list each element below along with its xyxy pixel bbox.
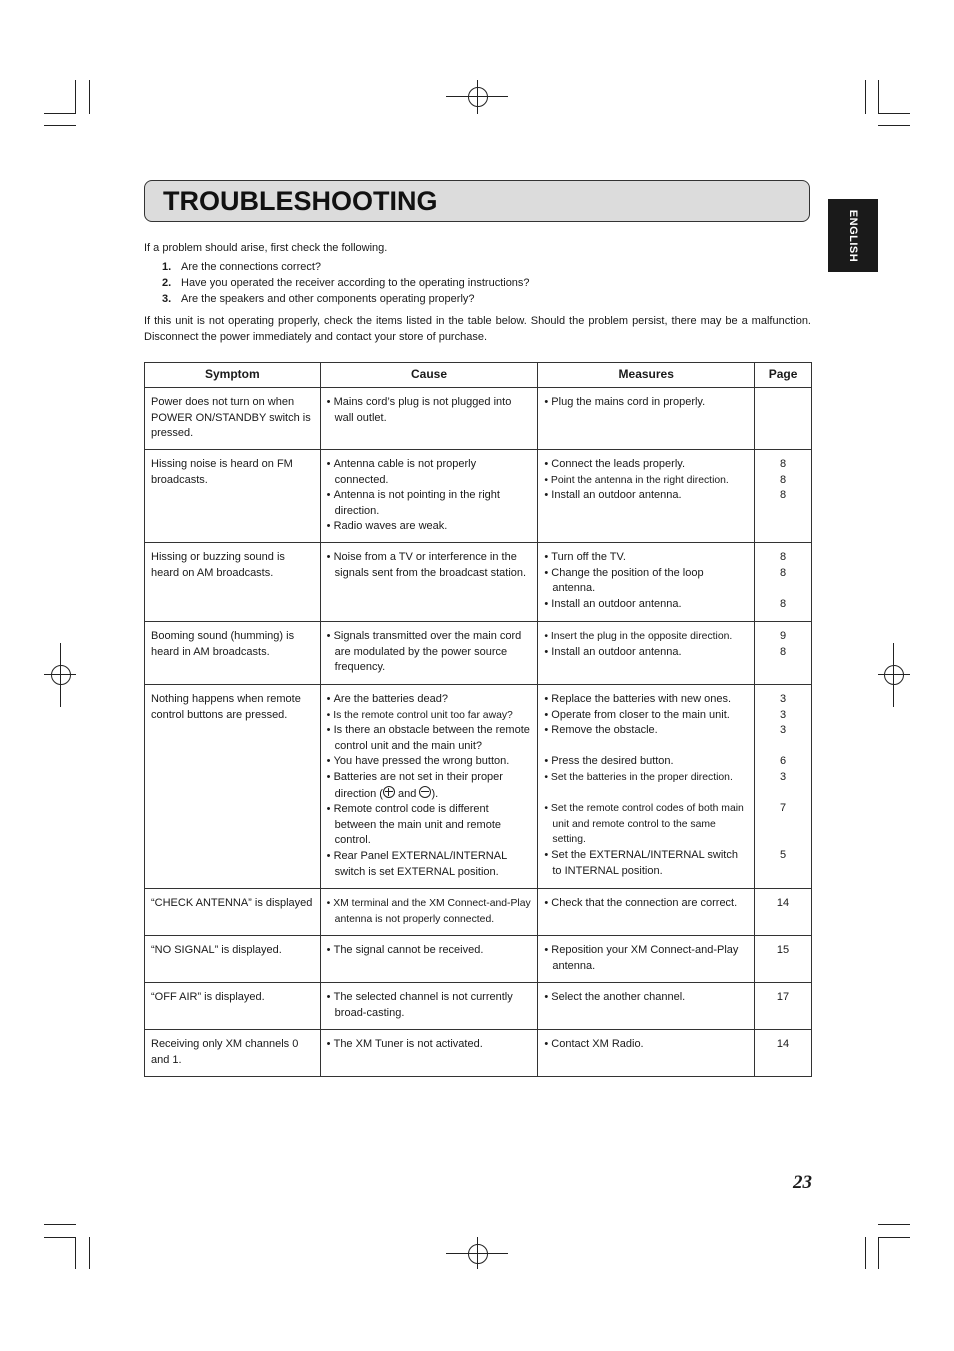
polarity-middle: and xyxy=(394,787,420,800)
page-ref: 14 xyxy=(776,897,790,909)
table-row xyxy=(145,622,812,685)
table-row xyxy=(145,983,812,1030)
intro-lead: If a problem should arise, first check the following. xyxy=(144,242,388,254)
measure-item: • Contact XM Radio. xyxy=(544,1037,748,1053)
check-number: 2. xyxy=(162,277,172,289)
page-cell xyxy=(755,543,812,622)
check-item xyxy=(144,275,811,291)
page-ref: 8 xyxy=(779,597,787,610)
measure-item: • Connect the leads properly. xyxy=(544,457,748,473)
measure-item: • Insert the plug in the opposite direction. xyxy=(544,629,748,645)
troubleshooting-table xyxy=(144,362,812,1077)
measure-item: • Set the remote control codes of both main unit and remote control to the same setting. xyxy=(544,801,748,848)
page-ref: 3 xyxy=(779,724,787,737)
measures-cell xyxy=(538,936,755,983)
table-row xyxy=(145,450,812,543)
check-item xyxy=(144,259,811,275)
cause-text: Batteries are not set in their proper xyxy=(333,770,503,783)
polarity-prefix: direction ( xyxy=(334,787,383,800)
measure-item: • Reposition your XM Connect-and-Play antenna. xyxy=(544,943,748,974)
measure-item: • Install an outdoor antenna. xyxy=(544,488,748,504)
page-ref: 8 xyxy=(779,551,787,563)
polarity-suffix: ). xyxy=(431,787,439,800)
measure-item: • Set the batteries in the proper direction. xyxy=(544,770,748,786)
cause-cell xyxy=(320,685,538,889)
measure-item: • Install an outdoor antenna. xyxy=(544,645,748,661)
cause-cell xyxy=(320,450,538,543)
page-number: 23 xyxy=(793,1172,812,1193)
table-row xyxy=(145,936,812,983)
page-cell xyxy=(755,622,812,685)
check-number: 1. xyxy=(162,261,172,273)
table-row xyxy=(145,543,812,622)
measures-cell xyxy=(538,543,755,622)
check-list xyxy=(144,259,811,307)
language-tab-label: ENGLISH xyxy=(847,209,859,262)
page-ref: 8 xyxy=(779,645,787,658)
cause-cell xyxy=(320,543,538,622)
page-ref: 3 xyxy=(779,693,787,705)
header-symptom: Symptom xyxy=(145,363,321,388)
cause-cell xyxy=(320,936,538,983)
measure-item: • Set the EXTERNAL/INTERNAL switch to INTERNAL position. xyxy=(544,848,748,879)
plus-polarity-icon xyxy=(383,786,395,798)
symptom-cell: “OFF AIR” is displayed. xyxy=(145,983,321,1030)
measure-item: • Check that the connection are correct. xyxy=(544,896,748,912)
cause-cell xyxy=(320,1030,538,1077)
page-ref: 15 xyxy=(776,944,790,956)
table-row xyxy=(145,1030,812,1077)
page-cell xyxy=(755,889,812,936)
measure-item: • Replace the batteries with new ones. xyxy=(544,692,748,708)
measure-item: • Press the desired button. xyxy=(544,754,748,770)
cause-item: • Noise from a TV or interference in the signals sent from the broadcast station. xyxy=(327,550,532,581)
measures-cell xyxy=(538,889,755,936)
symptom-cell: Booming sound (humming) is heard in AM broadcasts. xyxy=(145,622,321,685)
measure-item: • Change the position of the loop antenna. xyxy=(544,566,748,597)
intro-section xyxy=(144,240,811,345)
page-ref: 9 xyxy=(779,630,787,642)
page-ref: 8 xyxy=(779,458,787,470)
check-text: Have you operated the receiver according to the operating instructions? xyxy=(181,277,530,289)
cause-item: • Signals transmitted over the main cord are modulated by the power source frequency. xyxy=(327,629,532,676)
cause-item: • The selected channel is not currently broad-casting. xyxy=(327,990,532,1021)
measure-item: • Remove the obstacle. xyxy=(544,723,748,739)
header-measures: Measures xyxy=(538,363,755,388)
intro-paragraph: If this unit is not operating properly, check the items listed in the table below. Should the problem persist, there may be a malfunction. Disconnect the power immediately and contact your store of purchase. xyxy=(144,315,811,343)
cause-item: • XM terminal and the XM Connect-and-Play antenna is not properly connected. xyxy=(327,896,532,927)
measure-item: • Install an outdoor antenna. xyxy=(544,597,748,613)
page-cell xyxy=(755,983,812,1030)
cause-item: • Antenna cable is not properly connected. xyxy=(327,457,532,488)
page-ref: 7 xyxy=(779,802,787,815)
measure-item: • Point the antenna in the right direction. xyxy=(544,473,748,489)
cause-cell xyxy=(320,622,538,685)
page-cell xyxy=(755,1030,812,1077)
page-cell xyxy=(755,685,812,889)
cause-item: • Is there an obstacle between the remote control unit and the main unit? xyxy=(327,723,532,754)
page-ref: 3 xyxy=(779,770,787,783)
measures-cell xyxy=(538,983,755,1030)
page-title: TROUBLESHOOTING xyxy=(163,186,438,216)
cause-item: • Mains cord’s plug is not plugged into wall outlet. xyxy=(327,395,532,426)
cause-item: • Are the batteries dead? xyxy=(327,692,532,708)
cause-item: • Is the remote control unit too far away? xyxy=(327,708,532,724)
measures-cell xyxy=(538,1030,755,1077)
title-banner xyxy=(144,180,810,222)
cause-item: • The signal cannot be received. xyxy=(327,943,532,959)
page-ref: 8 xyxy=(779,566,787,579)
measure-item: • Plug the mains cord in properly. xyxy=(544,395,748,411)
page-ref: 8 xyxy=(779,489,787,502)
measures-cell xyxy=(538,388,755,450)
page-ref: 6 xyxy=(779,755,787,768)
table-header-row xyxy=(145,363,812,388)
measure-item: • Select the another channel. xyxy=(544,990,748,1006)
page-ref: 5 xyxy=(779,848,787,861)
cause-item: • Rear Panel EXTERNAL/INTERNAL switch is set EXTERNAL position. xyxy=(327,849,532,880)
measure-item: • Operate from closer to the main unit. xyxy=(544,708,748,724)
symptom-cell: Power does not turn on when POWER ON/STANDBY switch is pressed. xyxy=(145,388,321,450)
cause-item: • Radio waves are weak. xyxy=(327,519,532,535)
cause-cell xyxy=(320,388,538,450)
check-number: 3. xyxy=(162,293,172,305)
minus-polarity-icon xyxy=(419,786,431,798)
cause-item: • You have pressed the wrong button. xyxy=(327,754,532,770)
symptom-cell: Receiving only XM channels 0 and 1. xyxy=(145,1030,321,1077)
cause-item xyxy=(327,770,532,802)
cause-cell xyxy=(320,889,538,936)
symptom-cell: Nothing happens when remote control buttons are pressed. xyxy=(145,685,321,889)
page-cell xyxy=(755,450,812,543)
symptom-cell: “CHECK ANTENNA” is displayed xyxy=(145,889,321,936)
cause-item: • The XM Tuner is not activated. xyxy=(327,1037,532,1053)
measure-item: • Turn off the TV. xyxy=(544,550,748,566)
check-text: Are the connections correct? xyxy=(181,261,322,273)
measures-cell xyxy=(538,450,755,543)
page-cell xyxy=(755,388,812,450)
symptom-cell: Hissing noise is heard on FM broadcasts. xyxy=(145,450,321,543)
measures-cell xyxy=(538,622,755,685)
table-row xyxy=(145,889,812,936)
table-row xyxy=(145,388,812,450)
check-text: Are the speakers and other components operating properly? xyxy=(181,293,475,305)
page-ref: 17 xyxy=(776,991,790,1003)
cause-item: • Antenna is not pointing in the right direction. xyxy=(327,488,532,519)
cause-cell xyxy=(320,983,538,1030)
page-cell xyxy=(755,936,812,983)
cause-item: • Remote control code is different between the main unit and remote control. xyxy=(327,802,532,849)
page-ref: 3 xyxy=(779,708,787,721)
symptom-cell: Hissing or buzzing sound is heard on AM broadcasts. xyxy=(145,543,321,622)
header-cause: Cause xyxy=(320,363,538,388)
language-tab xyxy=(828,199,878,272)
measures-cell xyxy=(538,685,755,889)
check-item xyxy=(144,291,811,307)
header-page: Page xyxy=(755,363,812,388)
page-ref: 14 xyxy=(776,1038,790,1050)
table-row xyxy=(145,685,812,889)
page-ref: 8 xyxy=(779,473,787,486)
symptom-cell: “NO SIGNAL” is displayed. xyxy=(145,936,321,983)
